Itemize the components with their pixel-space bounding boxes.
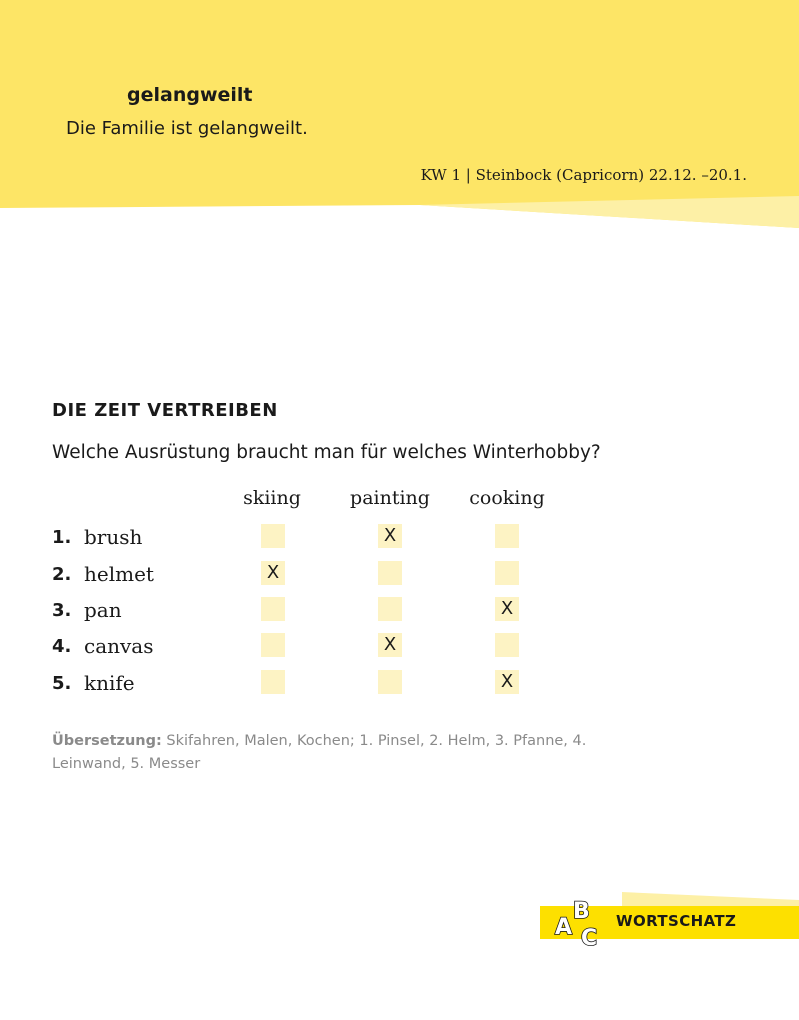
row-number: 5. xyxy=(52,673,72,694)
abc-logo-icon xyxy=(552,898,608,948)
row-number: 2. xyxy=(52,564,72,585)
logo-letter-c: C xyxy=(581,926,598,948)
column-header-cooking: cooking xyxy=(469,487,545,509)
check-mark: X xyxy=(383,634,397,655)
check-mark: X xyxy=(500,598,514,619)
checkbox-skiing[interactable] xyxy=(261,561,285,585)
check-mark: X xyxy=(383,525,397,546)
exercise-row xyxy=(52,561,612,591)
translation-note xyxy=(52,730,612,776)
checkbox-cooking[interactable] xyxy=(495,561,519,585)
checkbox-painting[interactable] xyxy=(378,561,402,585)
logo-letter-a: A xyxy=(555,915,573,940)
checkbox-painting[interactable] xyxy=(378,633,402,657)
logo-letter-b: B xyxy=(573,899,590,924)
check-mark: X xyxy=(266,562,280,583)
check-mark xyxy=(261,524,285,548)
row-number: 4. xyxy=(52,636,72,657)
checkbox-painting[interactable] xyxy=(378,524,402,548)
checkbox-cooking[interactable] xyxy=(495,597,519,621)
checkbox-cooking[interactable] xyxy=(495,670,519,694)
week-label: KW 1 | Steinbock (Capricorn) 22.12. –20.1. xyxy=(420,166,747,184)
check-mark xyxy=(495,633,519,657)
check-mark xyxy=(378,561,402,585)
check-mark xyxy=(378,670,402,694)
badge-label: WORTSCHATZ xyxy=(616,912,737,930)
exercise-row xyxy=(52,524,612,554)
check-mark xyxy=(495,524,519,548)
example-sentence: Die Familie ist gelangweilt. xyxy=(66,118,308,139)
checkbox-skiing[interactable] xyxy=(261,633,285,657)
check-mark xyxy=(261,670,285,694)
section-title: DIE ZEIT VERTREIBEN xyxy=(52,400,278,421)
check-mark xyxy=(261,633,285,657)
checkbox-painting[interactable] xyxy=(378,597,402,621)
row-number: 3. xyxy=(52,600,72,621)
translation-text: Skifahren, Malen, Kochen; 1. Pinsel, 2. Helm, 3. Pfanne, 4. Leinwand, 5. Messer xyxy=(52,733,587,772)
check-mark xyxy=(261,597,285,621)
check-mark xyxy=(495,561,519,585)
exercise-row xyxy=(52,597,612,627)
check-mark xyxy=(378,597,402,621)
exercise-row xyxy=(52,670,612,700)
check-mark: X xyxy=(500,671,514,692)
row-term: brush xyxy=(84,525,143,549)
row-term: helmet xyxy=(84,562,154,586)
row-term: pan xyxy=(84,598,122,622)
row-term: canvas xyxy=(84,634,154,658)
checkbox-skiing[interactable] xyxy=(261,670,285,694)
vocab-word: gelangweilt xyxy=(127,84,253,106)
row-number: 1. xyxy=(52,527,72,548)
exercise-question: Welche Ausrüstung braucht man für welches Winterhobby? xyxy=(52,442,601,463)
checkbox-cooking[interactable] xyxy=(495,524,519,548)
row-term: knife xyxy=(84,671,135,695)
checkbox-skiing[interactable] xyxy=(261,597,285,621)
checkbox-painting[interactable] xyxy=(378,670,402,694)
checkbox-cooking[interactable] xyxy=(495,633,519,657)
exercise-row xyxy=(52,633,612,663)
translation-label: Übersetzung: xyxy=(52,733,162,749)
checkbox-skiing[interactable] xyxy=(261,524,285,548)
column-header-painting: painting xyxy=(350,487,430,509)
column-header-skiing: skiing xyxy=(243,487,301,509)
